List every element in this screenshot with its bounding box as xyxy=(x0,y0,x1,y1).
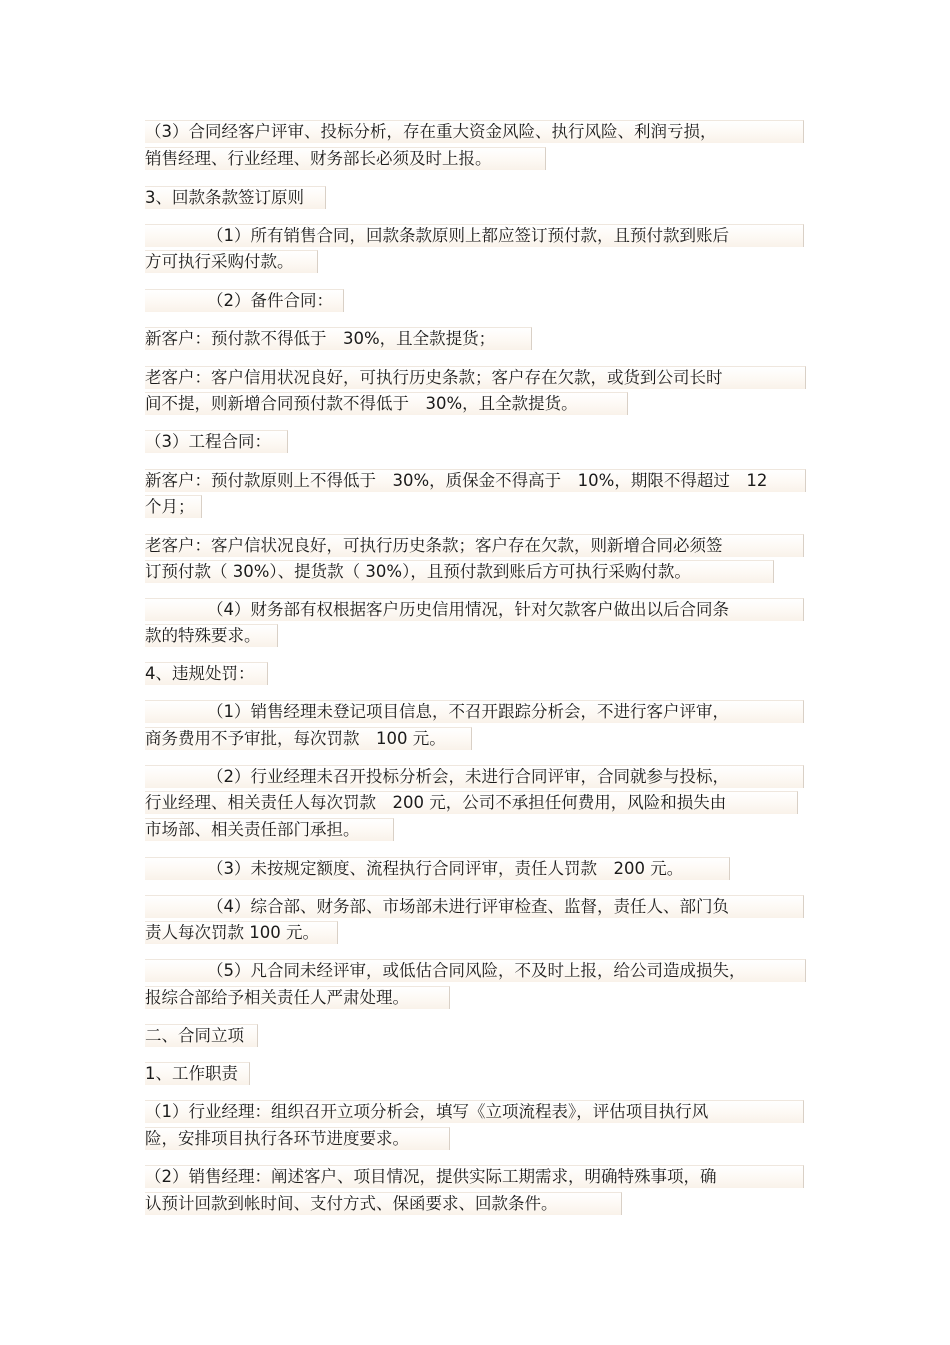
subsection-heading: （3）工程合同： xyxy=(145,430,288,453)
text-line: 认预计回款到帐时间、支付方式、保函要求、回款条件。 xyxy=(145,1192,622,1215)
section-heading: 3、回款条款签订原则 xyxy=(145,186,326,209)
text-line: （3）未按规定额度、流程执行合同评审，责任人罚款 200 元。 xyxy=(145,857,730,880)
text-line: 款的特殊要求。 xyxy=(145,624,278,647)
text-line: （2）行业经理未召开投标分析会，未进行合同评审，合同就参与投标， xyxy=(145,765,804,788)
text-line: 销售经理、行业经理、财务部长必须及时上报。 xyxy=(145,147,546,170)
text-line: （3）合同经客户评审、投标分析，存在重大资金风险、执行风险、利润亏损， xyxy=(145,120,804,143)
text-line: 商务费用不予审批，每次罚款 100 元。 xyxy=(145,727,472,750)
text-line: 老客户：客户信用状况良好，可执行历史条款；客户存在欠款，或货到公司长时 xyxy=(145,366,806,389)
text-line: 间不提，则新增合同预付款不得低于 30%，且全款提货。 xyxy=(145,392,628,415)
text-line: 市场部、相关责任部门承担。 xyxy=(145,818,394,841)
text-line: 责人每次罚款 100 元。 xyxy=(145,921,338,944)
text-line: 新客户：预付款不得低于 30%，且全款提货； xyxy=(145,327,532,350)
section-heading: 4、违规处罚： xyxy=(145,662,268,685)
text-line: 行业经理、相关责任人每次罚款 200 元，公司不承担任何费用，风险和损失由 xyxy=(145,791,798,814)
text-line: （5）凡合同未经评审，或低估合同风险，不及时上报，给公司造成损失， xyxy=(145,959,806,982)
text-line: 老客户：客户信状况良好，可执行历史条款；客户存在欠款，则新增合同必须签 xyxy=(145,534,804,557)
text-line: 新客户：预付款原则上不得低于 30%，质保金不得高于 10%，期限不得超过 12 xyxy=(145,469,806,492)
text-line: 报综合部给予相关责任人严肃处理。 xyxy=(145,986,450,1009)
text-line: 个月； xyxy=(145,495,202,518)
section-heading: 二、合同立项 xyxy=(145,1024,258,1047)
text-line: （1）所有销售合同，回款条款原则上都应签订预付款，且预付款到账后 xyxy=(145,224,804,247)
text-line: 方可执行采购付款。 xyxy=(145,250,318,273)
text-line: （1）销售经理未登记项目信息，不召开跟踪分析会，不进行客户评审， xyxy=(145,700,804,723)
text-line: 险，安排项目执行各环节进度要求。 xyxy=(145,1127,450,1150)
text-line: （4）综合部、财务部、市场部未进行评审检查、监督，责任人、部门负 xyxy=(145,895,804,918)
text-line: （4）财务部有权根据客户历史信用情况，针对欠款客户做出以后合同条 xyxy=(145,598,804,621)
text-line: （1）行业经理：组织召开立项分析会，填写《立项流程表》，评估项目执行风 xyxy=(145,1100,804,1123)
section-heading: 1、工作职责 xyxy=(145,1062,250,1085)
subsection-heading: （2）备件合同： xyxy=(145,289,344,312)
text-line: 订预付款（ 30%）、提货款（ 30%），且预付款到账后方可执行采购付款。 xyxy=(145,560,774,583)
text-line: （2）销售经理：阐述客户、项目情况，提供实际工期需求，明确特殊事项，确 xyxy=(145,1165,804,1188)
